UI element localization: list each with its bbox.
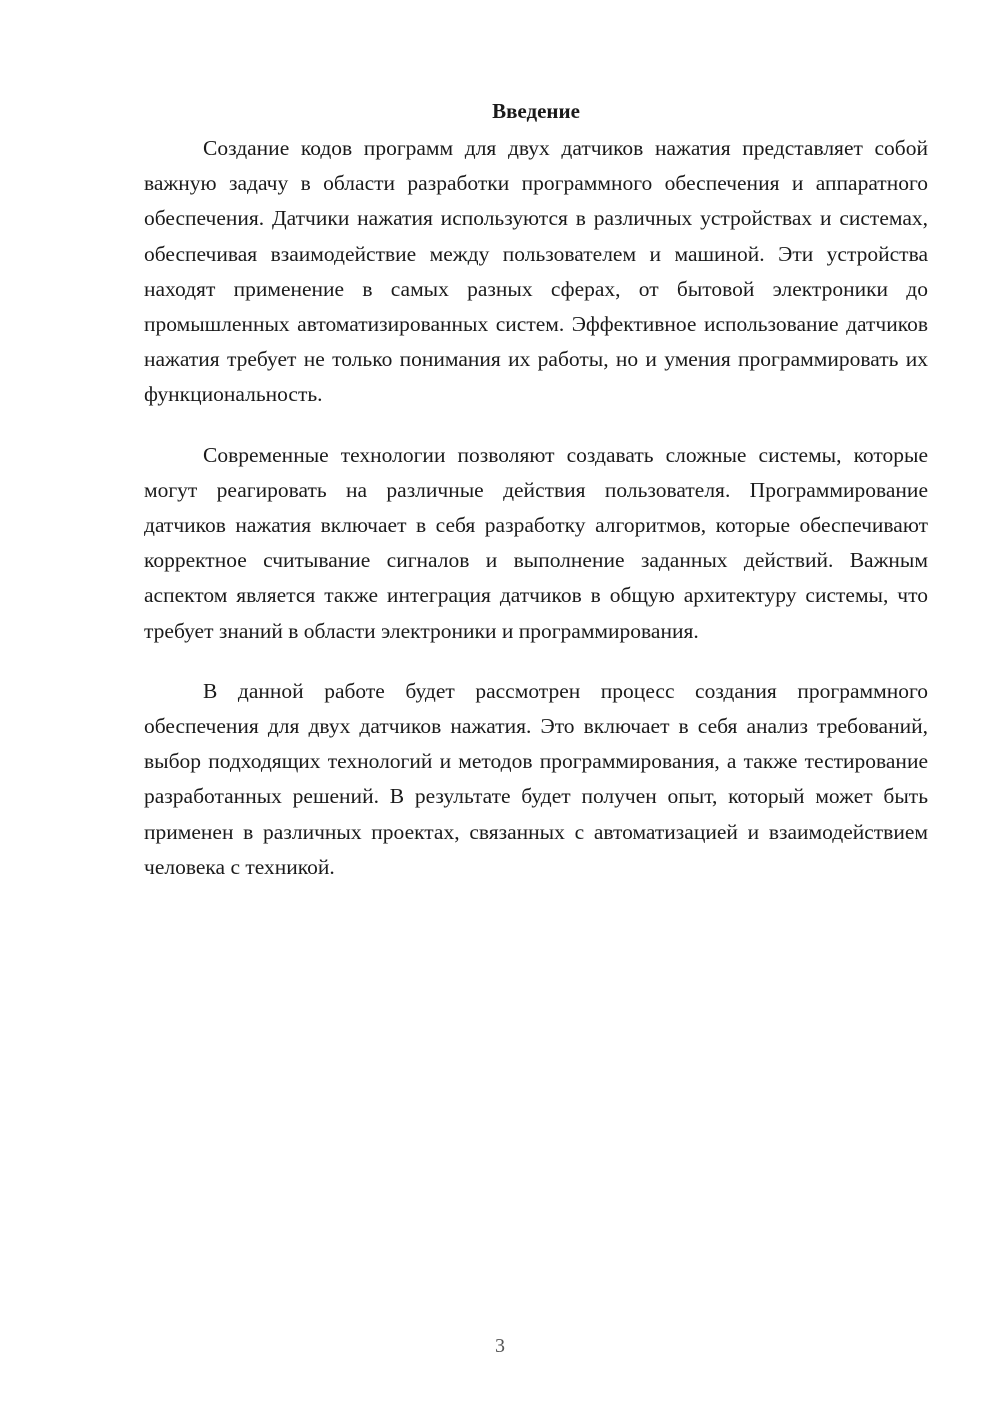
page-number: 3 <box>495 1335 505 1357</box>
paragraph-2: Современные технологии позволяют создавать сложные системы, которые могут реагировать на различные действия пользователя. Программирование датчиков нажатия включает в себя разработку алгоритмов, которые обеспечивают корректное считывание сигналов и выполнение заданных действий. Важным аспектом является также интеграция датчиков в общую архитектуру системы, что требует знаний в области электроники и программирования. <box>144 442 928 643</box>
section-heading: Введение <box>492 99 580 123</box>
paragraph-1: Создание кодов программ для двух датчиков нажатия представляет собой важную задачу в области разработки программного обеспечения и аппаратного обеспечения. Датчики нажатия используются в различных устройствах и системах, обеспечивая взаимодействие между пользователем и машиной. Эти устройства находят применение в самых разных сферах, от бытовой электроники до промышленных автоматизированных систем. Эффективное использование датчиков нажатия требует не только понимания их работы, но и умения программировать их функциональность. <box>144 136 928 407</box>
page-content <box>144 96 928 910</box>
paragraph-3: В данной работе будет рассмотрен процесс создания программного обеспечения для двух датчиков нажатия. Это включает в себя анализ требований, выбор подходящих технологий и методов программирования, а также тестирование разработанных решений. В результате будет получен опыт, который может быть применен в различных проектах, связанных с автоматизацией и взаимодействием человека с техникой. <box>144 678 928 879</box>
